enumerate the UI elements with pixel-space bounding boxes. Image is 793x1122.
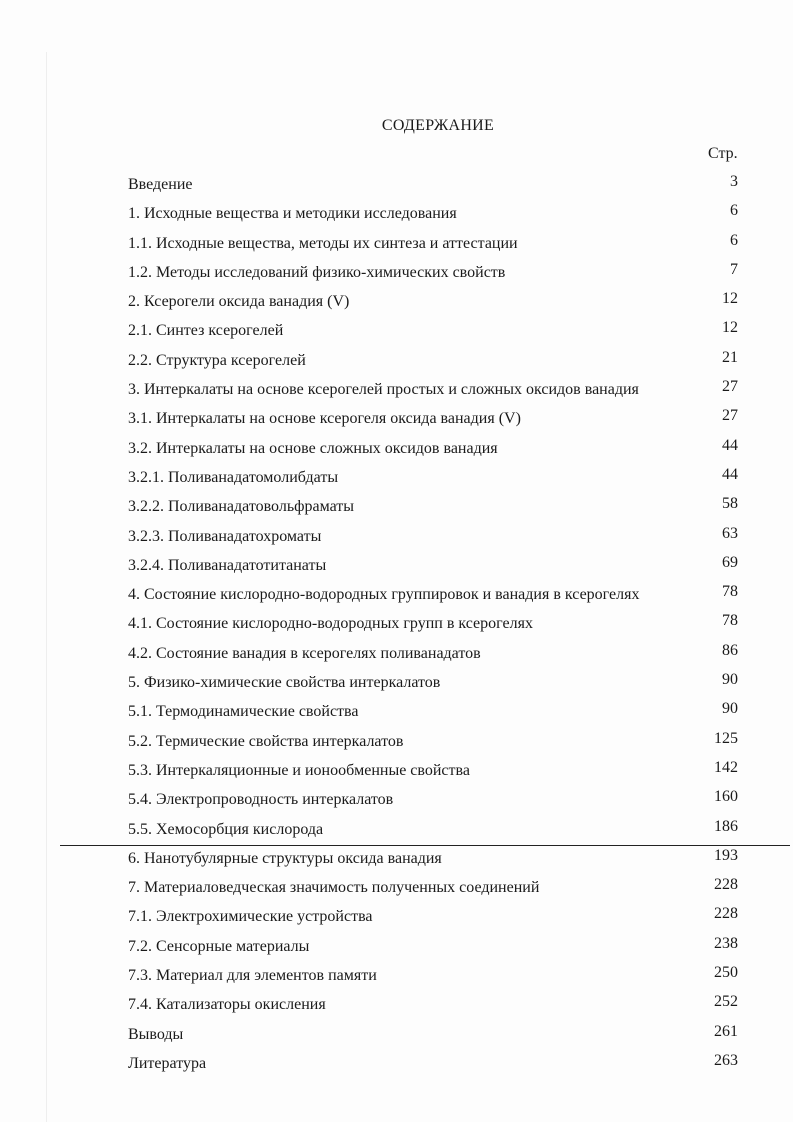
toc-entry: [128, 375, 748, 404]
toc-entry: [128, 961, 748, 990]
toc-entry-label: 2. Ксерогели оксида ванадия (V): [128, 293, 350, 311]
toc-entry-label: 3.2.1. Поливанадатомолибдаты: [128, 468, 339, 486]
toc-entry-page: 69: [722, 553, 738, 571]
toc-entry-label: 4.1. Состояние кислородно-водородных групп в ксерогелях: [128, 615, 533, 633]
toc-entry-label: 7.3. Материал для элементов памяти: [128, 967, 377, 985]
page-column-header: Стр.: [708, 145, 738, 162]
toc-entry-page: 90: [722, 700, 738, 718]
toc-entry-label: 5.1. Термодинамические свойства: [128, 703, 359, 721]
toc-entry-page: 78: [722, 583, 738, 601]
toc-entry-page: 238: [714, 934, 738, 952]
toc-entry: [128, 346, 748, 375]
toc-entry-page: 58: [722, 495, 738, 513]
toc-entry-label: 7. Материаловедческая значимость полученных соединений: [128, 879, 540, 897]
toc-entry-page: 3: [730, 173, 738, 190]
toc-entry-page: 160: [714, 788, 738, 806]
table-of-contents: [128, 170, 748, 1078]
toc-entry-page: 261: [714, 1022, 738, 1040]
toc-entry-label: 7.1. Электрохимические устройства: [128, 908, 373, 926]
toc-entry-label: 3.2.2. Поливанадатовольфраматы: [128, 498, 355, 516]
toc-entry-label: Литература: [128, 1054, 207, 1072]
scan-edge: [46, 52, 47, 1122]
toc-entry: [128, 463, 748, 492]
toc-entry: [128, 902, 748, 931]
toc-entry-label: 3.2.4. Поливанадатотитанаты: [128, 556, 327, 574]
toc-entry-page: 78: [722, 612, 738, 630]
scan-line: [60, 845, 790, 846]
toc-entry-page: 86: [722, 641, 738, 659]
toc-entry-label: 5.3. Интеркаляционные и ионообменные свойства: [128, 761, 470, 779]
toc-entry: [128, 492, 748, 521]
toc-entry-label: 1.1. Исходные вещества, методы их синтеза и аттестации: [128, 234, 518, 252]
toc-entry: [128, 580, 748, 609]
toc-entry-page: 90: [722, 671, 738, 689]
toc-entry: [128, 756, 748, 785]
toc-entry-page: 125: [714, 729, 738, 747]
toc-entry: [128, 434, 748, 463]
toc-entry-label: 3.2.3. Поливанадатохроматы: [128, 527, 322, 545]
toc-entry-label: 7.2. Сенсорные материалы: [128, 937, 310, 955]
toc-entry-label: 1.2. Методы исследований физико-химических свойств: [128, 263, 506, 281]
toc-entry: [128, 785, 748, 814]
toc-entry: [128, 287, 748, 316]
toc-entry: [128, 229, 748, 258]
toc-entry-page: 21: [722, 348, 738, 366]
toc-entry-page: 44: [722, 465, 738, 483]
toc-entry: [128, 639, 748, 668]
toc-entry-label: 1. Исходные вещества и методики исследования: [128, 205, 457, 223]
toc-entry-label: Введение: [128, 176, 193, 193]
toc-entry-page: 12: [722, 319, 738, 337]
toc-entry-label: 5.5. Хемосорбция кислорода: [128, 820, 324, 838]
toc-entry: [128, 258, 748, 287]
toc-entry-label: 2.2. Структура ксерогелей: [128, 351, 306, 369]
page-title: СОДЕРЖАНИЕ: [381, 117, 495, 134]
toc-entry-label: 5.4. Электропроводность интеркалатов: [128, 791, 394, 809]
toc-entry-label: 4. Состояние кислородно-водородных группировок и ванадия в ксерогелях: [128, 586, 640, 604]
toc-entry-page: 263: [714, 1051, 738, 1069]
toc-entry-label: 3. Интеркалаты на основе ксерогелей простых и сложных оксидов ванадия: [128, 381, 639, 399]
toc-entry: [128, 404, 748, 433]
toc-entry: [128, 697, 748, 726]
toc-entry-page: 193: [714, 846, 738, 864]
toc-entry: [128, 199, 748, 228]
toc-entry: [128, 316, 748, 345]
toc-entry-page: 63: [722, 524, 738, 542]
toc-entry-page: 228: [714, 876, 738, 894]
toc-entry: [128, 170, 748, 199]
toc-entry-label: 2.1. Синтез ксерогелей: [128, 322, 284, 340]
toc-entry: [128, 668, 748, 697]
toc-entry: [128, 522, 748, 551]
toc-entry-label: 6. Нанотубулярные структуры оксида ванадия: [128, 849, 442, 867]
toc-entry-label: 5.2. Термические свойства интеркалатов: [128, 732, 404, 750]
toc-entry-label: 3.2. Интеркалаты на основе сложных оксидов ванадия: [128, 439, 498, 457]
toc-entry: [128, 1049, 748, 1078]
toc-entry: [128, 873, 748, 902]
toc-entry-label: 3.1. Интеркалаты на основе ксерогеля оксида ванадия (V): [128, 410, 521, 428]
toc-entry: [128, 844, 748, 873]
toc-entry-page: 44: [722, 436, 738, 454]
toc-entry: [128, 990, 748, 1019]
toc-entry-label: Выводы: [128, 1025, 184, 1043]
toc-entry: [128, 1020, 748, 1049]
toc-entry-label: 7.4. Катализаторы окисления: [128, 996, 326, 1014]
toc-entry-page: 6: [730, 202, 738, 220]
toc-entry-page: 252: [714, 993, 738, 1011]
toc-entry: [128, 609, 748, 638]
toc-entry-page: 27: [722, 378, 738, 396]
toc-entry-page: 6: [730, 231, 738, 249]
toc-entry-page: 142: [714, 758, 738, 776]
toc-entry: [128, 551, 748, 580]
toc-entry: [128, 932, 748, 961]
toc-entry-page: 228: [714, 905, 738, 923]
toc-entry-page: 12: [722, 290, 738, 308]
toc-entry-page: 186: [714, 817, 738, 835]
toc-entry: [128, 815, 748, 844]
toc-entry-label: 4.2. Состояние ванадия в ксерогелях поливанадатов: [128, 644, 481, 662]
toc-entry-label: 5. Физико-химические свойства интеркалатов: [128, 674, 441, 692]
toc-entry-page: 27: [722, 407, 738, 425]
toc-entry-page: 250: [714, 964, 738, 982]
toc-entry-page: 7: [730, 260, 738, 278]
toc-entry: [128, 727, 748, 756]
